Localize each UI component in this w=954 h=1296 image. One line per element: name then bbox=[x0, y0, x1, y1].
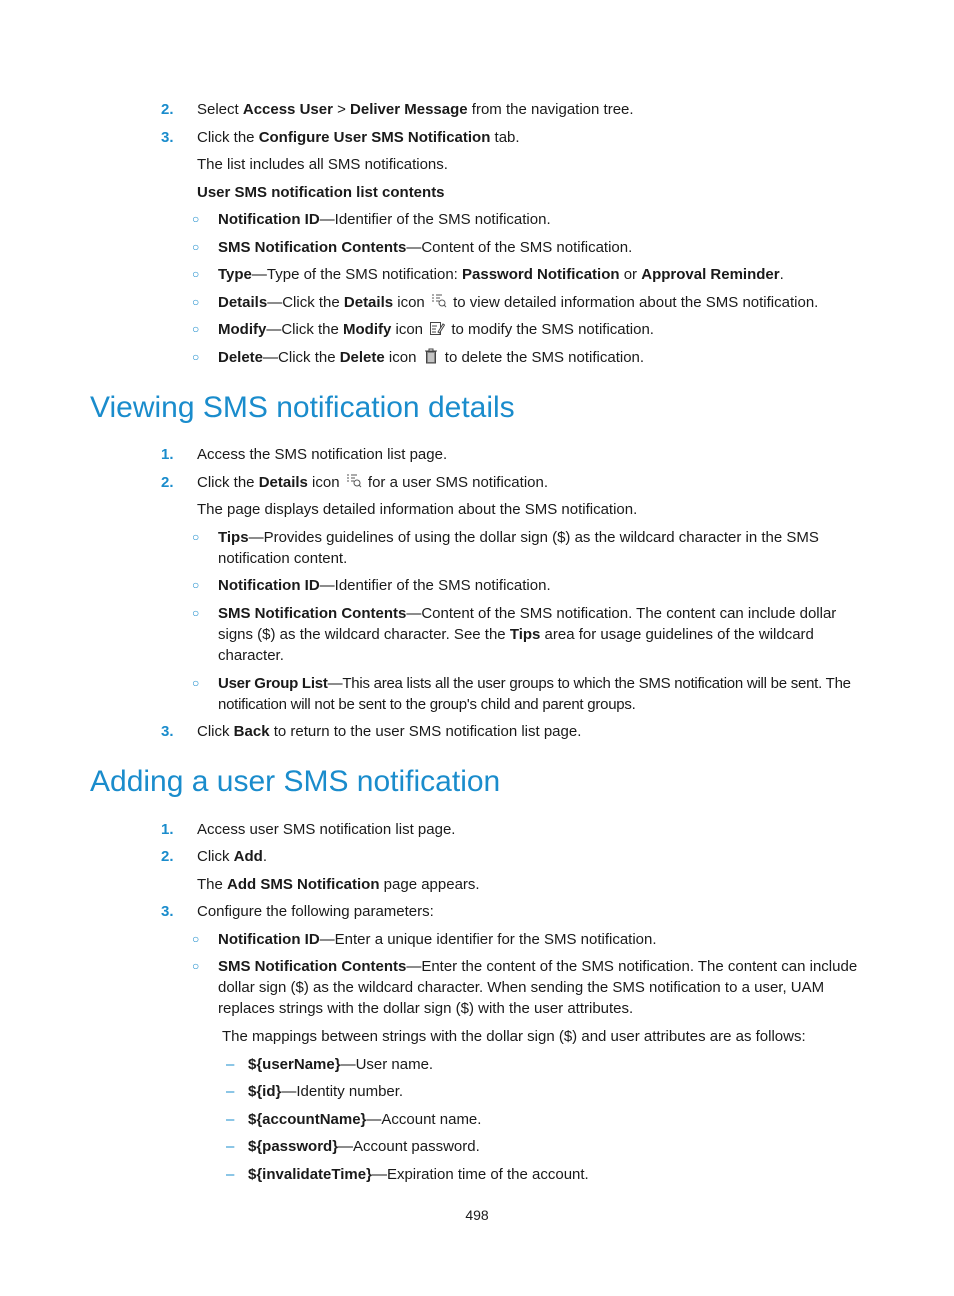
text-span bbox=[218, 209, 866, 230]
text-span: Access the SMS notification list page. bbox=[197, 446, 448, 463]
text-span: —Content of the SMS notification. bbox=[406, 239, 633, 256]
text-span bbox=[248, 1081, 866, 1102]
text-span: to view detailed information about the SMS notification. bbox=[448, 294, 819, 311]
bold-term: Configure User SMS Notification bbox=[258, 129, 491, 146]
text-span bbox=[248, 1109, 866, 1130]
text-span bbox=[248, 1164, 866, 1185]
text-span: Click bbox=[197, 848, 234, 865]
text-span: area for usage guidelines of the wildcard character. bbox=[218, 626, 814, 664]
text-span: ○ bbox=[192, 530, 200, 544]
text-span: 3. bbox=[161, 129, 174, 146]
text-span: —User name. bbox=[340, 1056, 434, 1073]
bold-term: Tips bbox=[218, 529, 249, 546]
text-span: 2. bbox=[161, 101, 174, 118]
details-icon bbox=[346, 473, 362, 489]
bold-term: User SMS notification list contents bbox=[197, 184, 445, 201]
text-span: for a user SMS notification. bbox=[363, 474, 548, 491]
bold-term: SMS Notification Contents bbox=[218, 958, 407, 975]
text-span: Click the bbox=[197, 129, 259, 146]
bold-term: Notification ID bbox=[218, 931, 320, 948]
text-span: The mappings between strings with the dollar sign ($) and user attributes are as follows: bbox=[222, 1028, 806, 1045]
bold-term: Approval Reminder bbox=[641, 266, 780, 283]
text-span: ○ bbox=[192, 295, 200, 309]
text-span bbox=[197, 182, 874, 203]
text-span bbox=[197, 721, 874, 742]
text-span: – bbox=[226, 1083, 235, 1100]
bold-term: Add SMS Notification bbox=[227, 876, 380, 893]
bold-term: ${userName} bbox=[248, 1056, 341, 1073]
page-number: 498 bbox=[465, 1207, 489, 1223]
text-span: The list includes all SMS notifications. bbox=[197, 156, 448, 173]
text-span: The page displays detailed information about the SMS notification. bbox=[197, 501, 638, 518]
text-span: 2. bbox=[161, 474, 174, 491]
text-span: icon bbox=[391, 321, 428, 338]
modify-icon bbox=[429, 320, 445, 336]
text-span: ○ bbox=[192, 676, 200, 690]
text-span: —Enter the content of the SMS notification. The content can include dollar sign ($) as the wildcard character. When sending the SMS notification to a user, UAM replaces strings with the dollar sign ($) with the user attributes. bbox=[218, 958, 858, 1017]
text-span: ○ bbox=[192, 959, 200, 973]
text-span: —Expiration time of the account. bbox=[371, 1166, 589, 1183]
bold-term: ${invalidateTime} bbox=[248, 1166, 372, 1183]
text-span bbox=[218, 929, 866, 950]
text-span: —Click the bbox=[266, 321, 344, 338]
bold-term: Notification ID bbox=[218, 211, 320, 228]
text-span: —Provides guidelines of using the dollar sign ($) as the wildcard character in the SMS notification content. bbox=[218, 529, 819, 567]
text-span: ○ bbox=[192, 578, 200, 592]
text-span: icon bbox=[393, 294, 429, 311]
text-span: from the navigation tree. bbox=[467, 101, 634, 118]
text-span: tab. bbox=[490, 129, 520, 146]
text-span bbox=[218, 956, 866, 1019]
bold-term: Access User bbox=[242, 101, 333, 118]
text-span bbox=[218, 527, 866, 569]
text-span bbox=[218, 347, 866, 368]
bold-term: Delete bbox=[339, 349, 385, 366]
text-span bbox=[197, 99, 874, 120]
text-span: 2. bbox=[161, 848, 174, 865]
text-span: Click the bbox=[197, 474, 259, 491]
text-span: —Content of the SMS notification. The content can include dollar signs ($) as the wildcard character. See the bbox=[218, 605, 837, 643]
text-span: to return to the user SMS notification list page. bbox=[269, 723, 582, 740]
text-span: —Type of the SMS notification: bbox=[251, 266, 463, 283]
section-title: Viewing SMS notification details bbox=[90, 391, 515, 424]
bold-term: Details bbox=[343, 294, 394, 311]
text-span: Select bbox=[197, 101, 243, 118]
text-span: or bbox=[619, 266, 642, 283]
text-span: 1. bbox=[161, 446, 174, 463]
text-span: —This area lists all the user groups to which the SMS notification will be sent. The notification will not be sent to the group's child and parent groups. bbox=[218, 675, 851, 713]
bold-term: ${accountName} bbox=[248, 1111, 367, 1128]
bold-term: Tips bbox=[509, 626, 541, 643]
text-span bbox=[197, 472, 874, 493]
text-span: —Click the bbox=[263, 349, 340, 366]
text-span: icon bbox=[384, 349, 421, 366]
bold-term: Password Notification bbox=[462, 266, 620, 283]
delete-icon bbox=[423, 348, 439, 364]
text-span bbox=[197, 127, 874, 148]
text-span: ○ bbox=[192, 322, 200, 336]
bold-term: Delete bbox=[218, 349, 264, 366]
text-span: —Account name. bbox=[366, 1111, 482, 1128]
text-span: ○ bbox=[192, 267, 200, 281]
bold-term: Details bbox=[218, 294, 268, 311]
bold-term: SMS Notification Contents bbox=[218, 239, 407, 256]
text-span bbox=[218, 603, 866, 666]
text-span: . bbox=[262, 848, 268, 865]
text-span: —Account password. bbox=[338, 1138, 480, 1155]
text-span: Click bbox=[197, 723, 234, 740]
bold-term: ${id} bbox=[248, 1083, 282, 1100]
text-span: —Enter a unique identifier for the SMS notification. bbox=[319, 931, 657, 948]
text-span: – bbox=[226, 1166, 235, 1183]
bold-term: Add bbox=[233, 848, 263, 865]
details-icon bbox=[431, 293, 447, 309]
bold-term: Modify bbox=[343, 321, 392, 338]
text-span: – bbox=[226, 1138, 235, 1155]
bold-term: Notification ID bbox=[218, 577, 320, 594]
text-span: ○ bbox=[192, 932, 200, 946]
bold-term: User Group List bbox=[218, 675, 328, 692]
text-span: icon bbox=[307, 474, 344, 491]
text-span bbox=[218, 264, 866, 285]
bold-term: Back bbox=[233, 723, 270, 740]
text-span: 1. bbox=[161, 821, 174, 838]
text-span: —Identifier of the SMS notification. bbox=[319, 211, 551, 228]
bold-term: ${password} bbox=[248, 1138, 339, 1155]
text-span: to modify the SMS notification. bbox=[447, 321, 654, 338]
text-span: 3. bbox=[161, 903, 174, 920]
text-span bbox=[197, 846, 874, 867]
text-span bbox=[218, 319, 866, 340]
text-span bbox=[218, 673, 878, 715]
text-span bbox=[218, 292, 866, 313]
text-span: 3. bbox=[161, 723, 174, 740]
bold-term: Type bbox=[218, 266, 252, 283]
text-span: Configure the following parameters: bbox=[197, 903, 434, 920]
bold-term: SMS Notification Contents bbox=[218, 605, 407, 622]
text-span: ○ bbox=[192, 240, 200, 254]
text-span: —Click the bbox=[267, 294, 344, 311]
text-span: ○ bbox=[192, 212, 200, 226]
text-span: – bbox=[226, 1056, 235, 1073]
text-span: to delete the SMS notification. bbox=[440, 349, 645, 366]
text-span bbox=[218, 237, 866, 258]
bold-term: Deliver Message bbox=[350, 101, 468, 118]
text-span: ○ bbox=[192, 350, 200, 364]
text-span bbox=[248, 1054, 866, 1075]
text-span bbox=[218, 575, 866, 596]
text-span: > bbox=[332, 101, 351, 118]
text-span: The bbox=[197, 876, 228, 893]
section-title: Adding a user SMS notification bbox=[90, 765, 501, 798]
text-span: . bbox=[779, 266, 784, 283]
text-span: Access user SMS notification list page. bbox=[197, 821, 456, 838]
bold-term: Modify bbox=[218, 321, 267, 338]
bold-term: Details bbox=[258, 474, 308, 491]
text-span: – bbox=[226, 1111, 235, 1128]
text-span: —Identity number. bbox=[281, 1083, 404, 1100]
text-span: page appears. bbox=[379, 876, 480, 893]
text-span: ○ bbox=[192, 606, 200, 620]
text-span bbox=[197, 874, 874, 895]
text-span: —Identifier of the SMS notification. bbox=[319, 577, 551, 594]
text-span bbox=[248, 1136, 866, 1157]
